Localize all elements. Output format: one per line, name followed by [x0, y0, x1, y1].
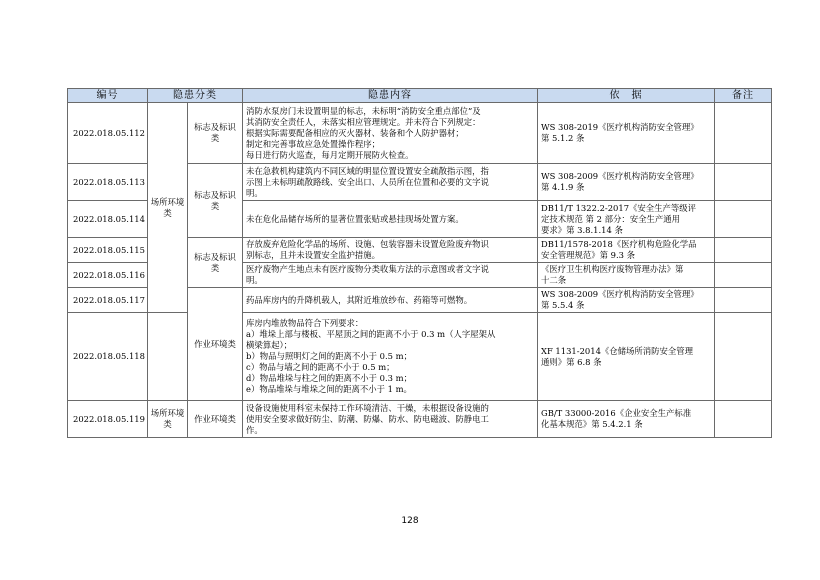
text-line: 制定和完善事故应急处置操作程序； — [246, 138, 380, 149]
text-line: b）物品与照明灯之间的距离不小于 0.5 m； — [246, 351, 412, 361]
row-basis — [538, 313, 715, 401]
text-line: 安全管理规范》第 9.3 条 — [541, 250, 636, 260]
row-id: 2022.018.05.117 — [68, 288, 148, 313]
text-line: 定技术规范 第 2 部分：安全生产通用 — [541, 213, 680, 224]
text-line: 要求》第 3.8.1.14 条 — [541, 224, 623, 235]
category-sub: 标志及标识类 — [188, 103, 243, 164]
table-row — [68, 313, 772, 401]
text-line: XF 1131-2014《仓储场所消防安全管理 — [541, 345, 694, 356]
row-basis — [538, 263, 715, 288]
text-line: 明。 — [246, 187, 263, 198]
header-remark: 备注 — [715, 89, 772, 103]
text-line: e）物品堆垛与堆垛之间的距离不小于 1 m。 — [246, 384, 412, 394]
row-id: 2022.018.05.115 — [68, 238, 148, 263]
row-basis — [538, 288, 715, 313]
table-row — [68, 103, 772, 164]
row-content — [243, 201, 538, 238]
header-category: 隐患分类 — [148, 89, 243, 103]
row-content — [243, 164, 538, 201]
text-line: GB/T 33000-2016《企业安全生产标准 — [541, 408, 692, 418]
row-content — [243, 288, 538, 313]
row-id: 2022.018.05.116 — [68, 263, 148, 288]
row-content — [243, 401, 538, 438]
table-header-row — [68, 89, 772, 103]
row-id: 2022.018.05.119 — [68, 401, 148, 438]
text-line: 《医疗卫生机构医疗废物管理办法》第 — [541, 264, 684, 274]
text-line: DB11/T 1322.2-2017《安全生产等级评 — [541, 202, 697, 213]
row-id: 2022.018.05.118 — [68, 313, 148, 401]
row-id: 2022.018.05.113 — [68, 164, 148, 201]
row-remark — [715, 401, 772, 438]
category-main: 场所环境类 — [148, 401, 188, 438]
text-line: DB11/1578-2018《医疗机构危险化学品 — [541, 239, 697, 249]
text-line: 通则》第 6.8 条 — [541, 356, 602, 367]
row-id: 2022.018.05.112 — [68, 103, 148, 164]
text-line: 每日进行防火巡查，每月定期开展防火检查。 — [246, 149, 414, 160]
table-row — [68, 401, 772, 438]
text-line: 存放废弃危险化学品的场所、设施、包装容器未设置危险废弃物识 — [246, 239, 489, 249]
text-line: 设备设施使用科室未保持工作环境清洁、干燥，未根据设备设施的 — [246, 402, 489, 413]
page-number: 128 — [401, 516, 419, 526]
text-line: 药品库房内的升降机载人，其附近堆放纱布、药箱等可燃物。 — [246, 294, 473, 305]
row-basis — [538, 164, 715, 201]
hazard-table — [67, 88, 772, 438]
header-content: 隐患内容 — [243, 89, 538, 103]
category-main: 场所环境类 — [148, 103, 188, 313]
text-line: 消防水泵房门未设置明显的标志，未标明“消防安全重点部位”及 — [246, 105, 481, 116]
row-content — [243, 263, 538, 288]
row-remark — [715, 201, 772, 238]
text-line: 第 5.5.4 条 — [541, 300, 585, 310]
text-line: 作。 — [246, 424, 263, 435]
text-line: a）堆垛上部与楼板、平屋顶之间的距离不小于 0.3 m（人字屋架从 — [246, 329, 496, 339]
text-line: 别标志，且并未设置安全监护措施。 — [246, 250, 380, 260]
row-basis — [538, 401, 715, 438]
text-line: c）物品与墙之间的距离不小于 0.5 m； — [246, 362, 395, 372]
text-line: 医疗废物产生地点未有医疗废物分类收集方法的示意图或者文字说 — [246, 264, 489, 274]
row-remark — [715, 164, 772, 201]
text-line: WS 308-2009《医疗机构消防安全管理》 — [541, 171, 699, 181]
category-sub: 标志及标识类 — [188, 238, 243, 288]
category-main-empty — [148, 313, 188, 401]
text-line: 示图上未标明疏散路线、安全出口、人员所在位置和必要的文字说 — [246, 176, 489, 187]
header-basis: 依 据 — [538, 89, 715, 103]
row-remark — [715, 313, 772, 401]
row-content — [243, 238, 538, 263]
text-line: 根据实际需要配备相应的灭火器材、装备和个人防护器材； — [246, 127, 464, 138]
text-line: 第 4.1.9 条 — [541, 182, 585, 192]
text-line: 化基本规范》第 5.4.2.1 条 — [541, 419, 643, 429]
row-basis — [538, 238, 715, 263]
text-line: 十二条 — [541, 275, 567, 285]
row-remark — [715, 288, 772, 313]
text-line: 未在急救机构建筑内不同区域的明显位置设置安全疏散指示图，指 — [246, 165, 489, 176]
text-line: 其消防安全责任人，未落实相应管理规定。并未符合下列规定： — [246, 116, 481, 127]
row-remark — [715, 103, 772, 164]
row-basis — [538, 103, 715, 164]
text-line: 第 5.1.2 条 — [541, 133, 585, 143]
text-line: WS 308-2009《医疗机构消防安全管理》 — [541, 289, 699, 299]
header-id: 编号 — [68, 89, 148, 103]
text-line: 使用安全要求做好防尘、防潮、防爆、防水、防电磁波、防静电工 — [246, 413, 489, 424]
row-remark — [715, 238, 772, 263]
text-line: 明。 — [246, 275, 263, 285]
row-content — [243, 313, 538, 401]
row-remark — [715, 263, 772, 288]
category-sub: 作业环境类 — [188, 401, 243, 438]
row-content — [243, 103, 538, 164]
text-line: 横梁算起）； — [246, 340, 293, 350]
text-line: 未在危化品储存场所的显著位置张贴或悬挂现场处置方案。 — [246, 213, 464, 224]
row-basis — [538, 201, 715, 238]
text-line: WS 308-2019《医疗机构消防安全管理》 — [541, 122, 699, 132]
category-sub: 作业环境类 — [188, 288, 243, 401]
text-line: 库房内堆放物品符合下列要求： — [246, 318, 364, 328]
text-line: d）物品堆垛与柱之间的距离不小于 0.3 m； — [246, 373, 412, 383]
row-id: 2022.018.05.114 — [68, 201, 148, 238]
category-sub: 标志及标识类 — [188, 164, 243, 238]
